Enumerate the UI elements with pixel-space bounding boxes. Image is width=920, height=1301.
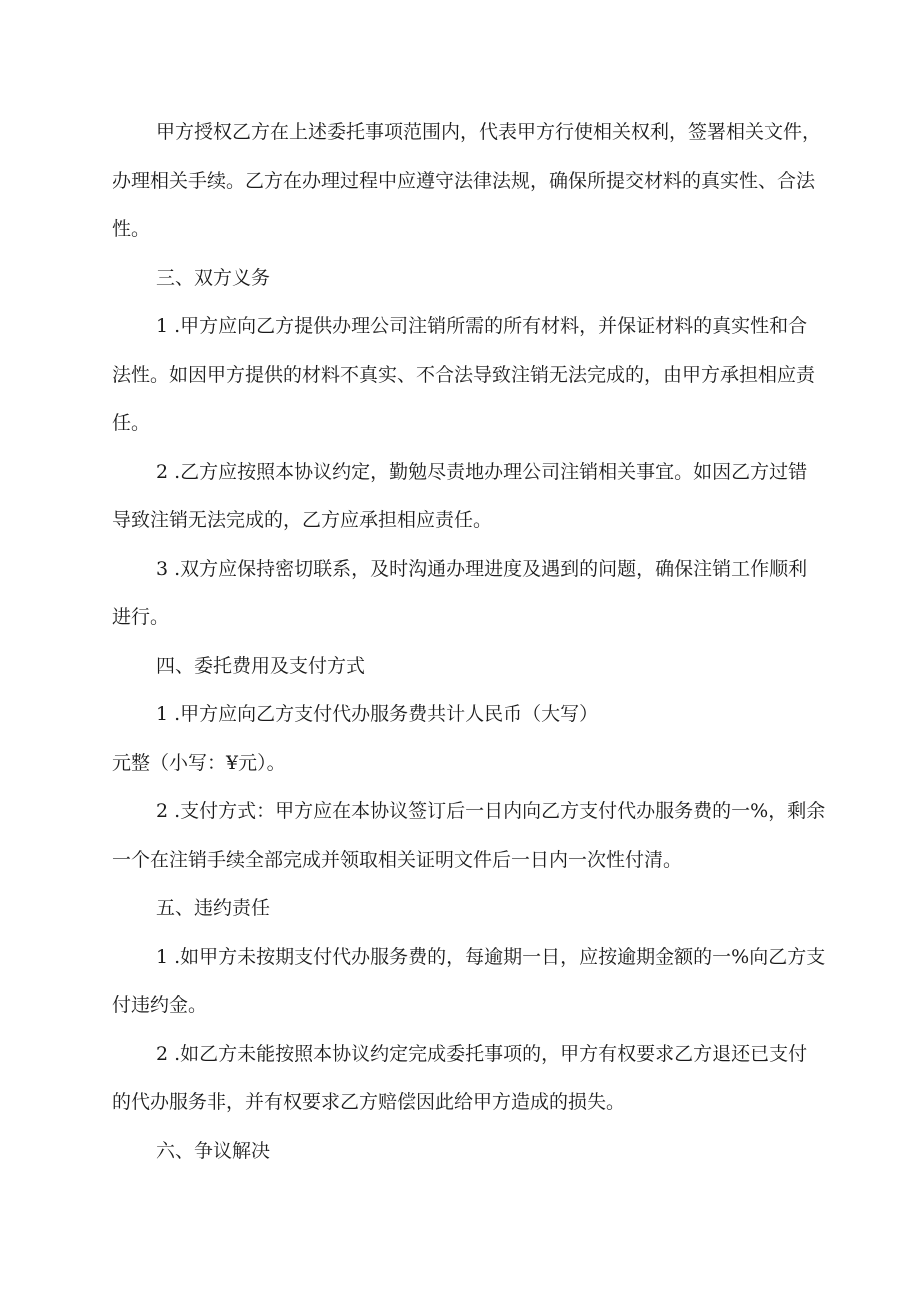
paragraph-line: 元整（小写：¥元）。: [112, 751, 286, 774]
paragraph-breach-2: [112, 1030, 812, 1127]
paragraph-line: 法性。如因甲方提供的材料不真实、不合法导致注销无法完成的，由甲方承担相应责: [112, 363, 816, 386]
paragraph-line: 性。: [112, 218, 151, 240]
paragraph-line: 1 .如甲方未按期支付代办服务费的，每逾期一日，应按逾期金额的一%向乙方支: [156, 945, 826, 968]
heading-mutual-obligations: [112, 254, 812, 303]
paragraph-obligation-1: [112, 302, 816, 448]
paragraph-line: 任。: [112, 412, 151, 434]
section-heading: 三、双方义务: [156, 266, 271, 289]
section-heading: 六、争议解决: [156, 1139, 271, 1162]
paragraph-obligation-3: [112, 545, 812, 642]
paragraph-line: 的代办服务非，并有权要求乙方赔偿因此给甲方造成的损失。: [112, 1091, 626, 1113]
document-page: [112, 108, 826, 1175]
section-heading: 五、违约责任: [156, 897, 271, 919]
section-heading: 四、委托费用及支付方式: [156, 654, 366, 677]
heading-breach-liability: [112, 884, 812, 933]
paragraph-line: 办理相关手续。乙方在办理过程中应遵守法律法规，确保所提交材料的真实性、合法: [112, 169, 816, 192]
paragraph-line: 1 .甲方应向乙方提供办理公司注销所需的所有材料，并保证材料的真实性和合: [156, 315, 808, 337]
paragraph-line: 甲方授权乙方在上述委托事项范围内，代表甲方行使相关权利，签署相关文件，: [156, 121, 822, 143]
paragraph-line: 2 .乙方应按照本协议约定，勤勉尽责地办理公司注销相关事宜。如因乙方过错: [156, 460, 808, 483]
paragraph-breach-1: [112, 933, 826, 1030]
heading-fees-payment: [112, 642, 812, 691]
paragraph-fee-2: [112, 787, 826, 884]
paragraph-fee-1: [112, 690, 812, 787]
paragraph-line: 导致注销无法完成的，乙方应承担相应责任。: [112, 509, 493, 531]
heading-dispute-resolution: [112, 1127, 812, 1176]
paragraph-line: 一个在注销手续全部完成并领取相关证明文件后一日内一次性付清。: [112, 848, 683, 871]
paragraph-line: 2 .如乙方未能按照本协议约定完成委托事项的，甲方有权要求乙方退还已支付: [156, 1042, 808, 1065]
paragraph-line: 付违约金。: [112, 994, 208, 1016]
paragraph-line: 进行。: [112, 606, 170, 628]
paragraph-line: 2 .支付方式：甲方应在本协议签订后一日内向乙方支付代办服务费的一%，剩余: [156, 800, 826, 822]
paragraph-authorization: [112, 108, 822, 254]
paragraph-obligation-2: [112, 448, 812, 545]
paragraph-line: 1 .甲方应向乙方支付代办服务费共计人民币（大写）: [156, 703, 599, 725]
paragraph-line: 3 .双方应保持密切联系，及时沟通办理进度及遇到的问题，确保注销工作顺利: [156, 557, 808, 580]
